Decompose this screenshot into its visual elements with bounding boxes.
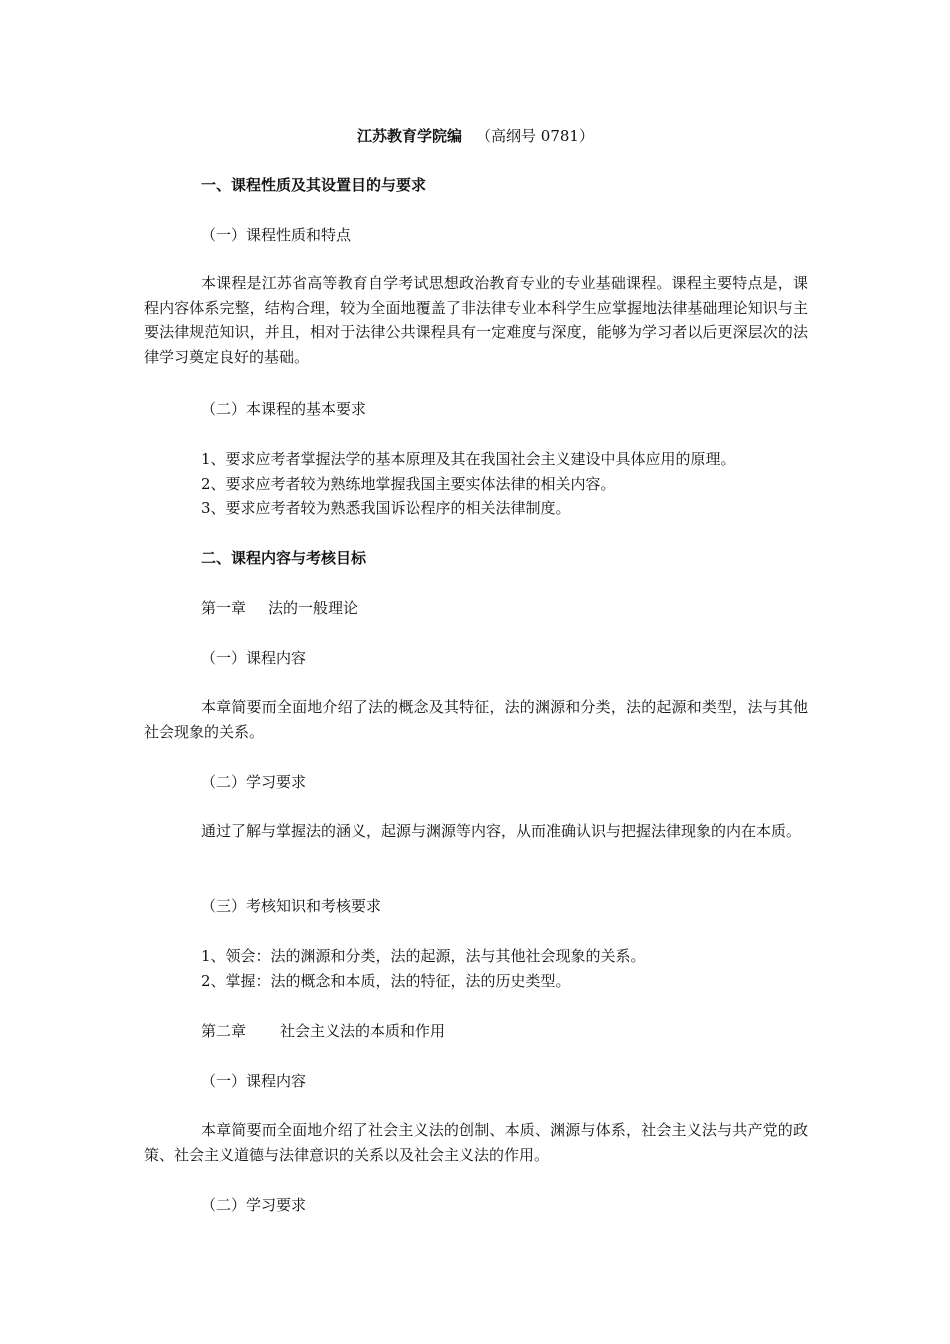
chapter1-title [201,598,358,618]
section1-sub1-heading: （一）课程性质和特点 [201,226,352,244]
chapter1-label: 第一章 [201,599,247,617]
document-title-line [357,126,594,146]
chapter1-exam-heading: （三）考核知识和考核要求 [201,897,382,915]
chapter1-exam-item-1: 1、领会：法的渊源和分类，法的起源，法与其他社会现象的关系。 [201,947,646,965]
chapter1-content-paragraph: 本章简要而全面地介绍了法的概念及其特征，法的渊源和分类，法的起源和类型，法与其他社会现象的关系。 [144,698,808,741]
chapter2-study-heading: （二）学习要求 [201,1196,307,1214]
chapter1-content-heading: （一）课程内容 [201,649,307,667]
chapter2-name: 社会主义法的本质和作用 [280,1022,446,1040]
section1-sub1-paragraph: 本课程是江苏省高等教育自学考试思想政治教育专业的专业基础课程。课程主要特点是，课程内容体系完整，结构合理，较为全面地覆盖了非法律专业本科学生应掌握地法律基础理论知识与主要法律规范知识，并且，相对于法律公共课程具有一定难度与深度，能够为学习者以后更深层次的法律学习奠定良好的基础。 [144,274,808,366]
chapter1-exam-item-2: 2、掌握：法的概念和本质，法的特征，法的历史类型。 [201,972,571,990]
chapter2-title [201,1021,445,1041]
requirement-item-2: 2、要求应考者较为熟练地掌握我国主要实体法律的相关内容。 [201,475,616,493]
syllabus-code: （高纲号 0781） [476,127,594,145]
chapter2-content-heading: （一）课程内容 [201,1072,307,1090]
chapter2-label: 第二章 [201,1022,247,1040]
chapter1-study-paragraph: 通过了解与掌握法的涵义，起源与渊源等内容，从而准确认识与把握法律现象的内在本质。 [201,822,802,840]
chapter1-study-heading: （二）学习要求 [201,773,307,791]
chapter2-content-paragraph: 本章简要而全面地介绍了社会主义法的创制、本质、渊源与体系，社会主义法与共产党的政策、社会主义道德与法律意识的关系以及社会主义法的作用。 [144,1121,808,1164]
document-title: 江苏教育学院编 [357,127,463,145]
section2-heading: 二、课程内容与考核目标 [201,549,367,567]
requirement-item-1: 1、要求应考者掌握法学的基本原理及其在我国社会主义建设中具体应用的原理。 [201,450,736,468]
section1-heading: 一、课程性质及其设置目的与要求 [201,176,427,194]
chapter1-name: 法的一般理论 [268,599,359,617]
section1-sub2-heading: （二）本课程的基本要求 [201,400,367,418]
requirement-item-3: 3、要求应考者较为熟悉我国诉讼程序的相关法律制度。 [201,499,571,517]
